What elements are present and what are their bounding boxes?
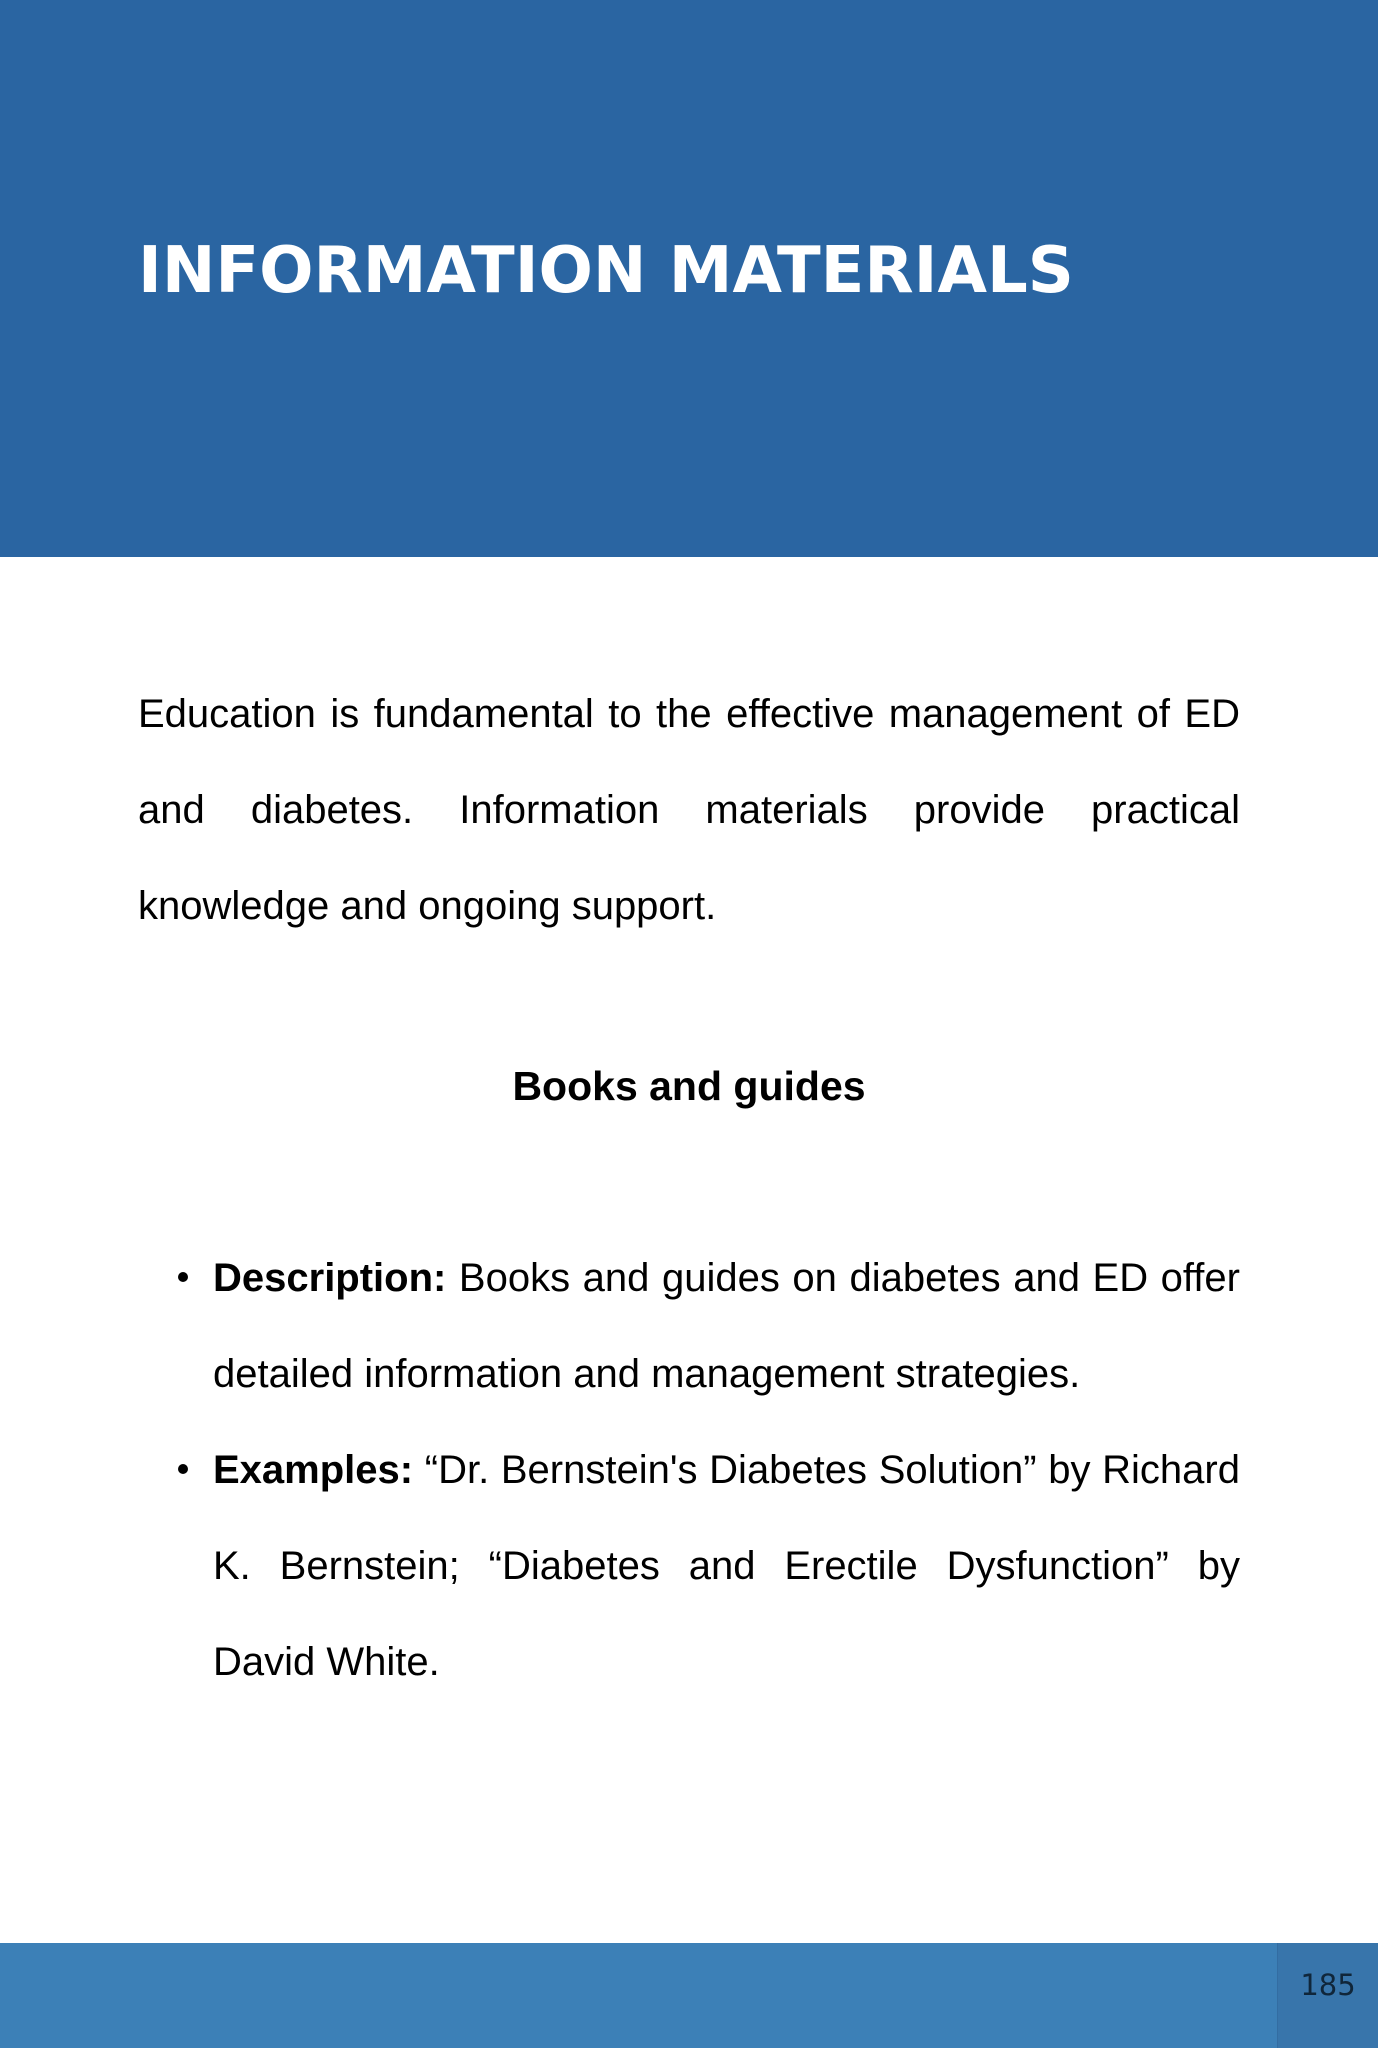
bullet-list: [138, 1230, 1240, 1710]
section-heading: Books and guides: [512, 1063, 866, 1109]
item-term: Examples:: [213, 1448, 414, 1492]
bullet-icon: [178, 1272, 188, 1282]
item-text: “Dr. Bernstein's Diabetes Solution” by Richard K. Bernstein; “Diabetes and Erectile Dysfunction” by David White.: [213, 1448, 1240, 1684]
page-header-banner: [0, 0, 1378, 557]
page-footer: [0, 1943, 1378, 2048]
page-content: [138, 666, 1240, 1710]
page-title: INFORMATION MATERIALS: [138, 234, 1074, 308]
page-number-box: [1277, 1943, 1378, 2048]
intro-paragraph: Education is fundamental to the effective management of ED and diabetes. Information materials provide practical knowledge and ongoing support.: [138, 692, 1240, 928]
item-text: Books and guides on diabetes and ED offer detailed information and management strategies.: [213, 1256, 1240, 1396]
list-item: [138, 1230, 1240, 1422]
bullet-icon: [178, 1464, 188, 1474]
page-number: 185: [1300, 1968, 1356, 2002]
item-term: Description:: [213, 1256, 447, 1300]
list-item: [138, 1422, 1240, 1710]
